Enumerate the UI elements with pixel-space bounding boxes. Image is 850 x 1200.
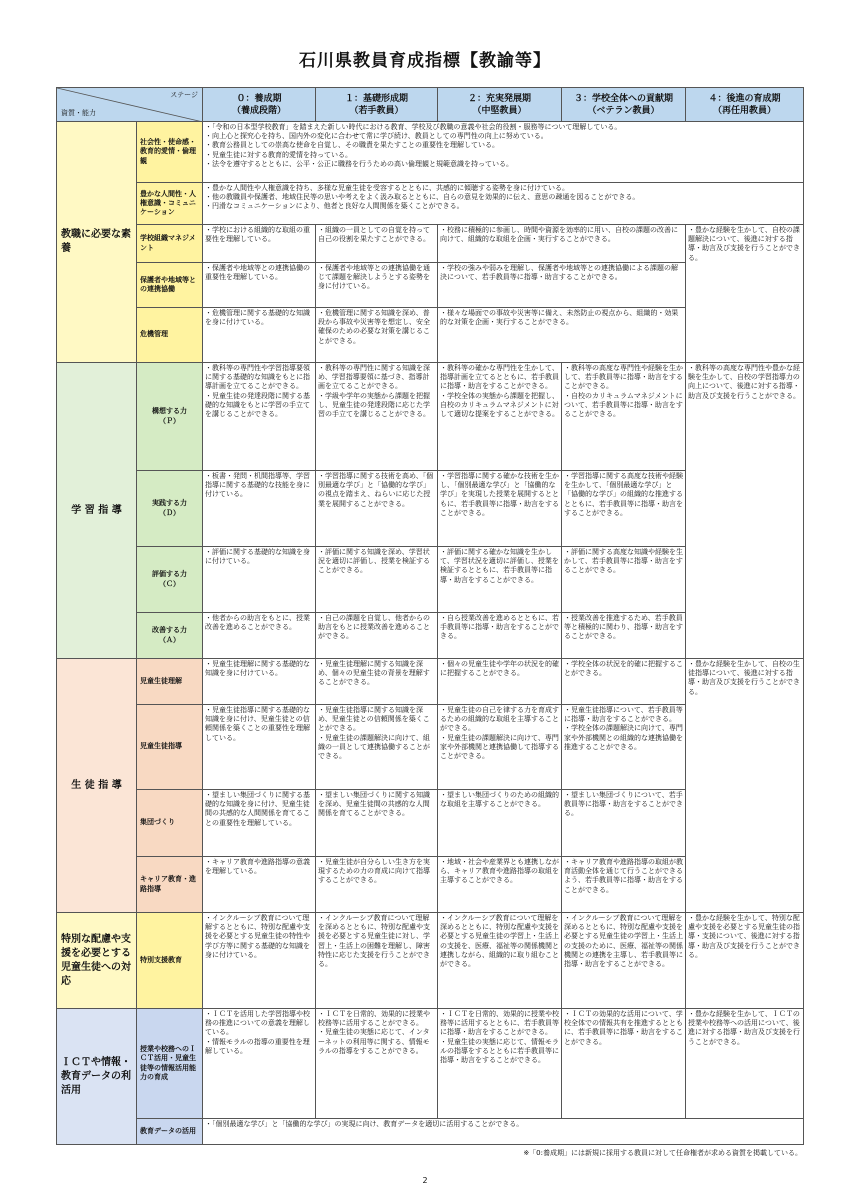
- content-cell: ・評価に関する基礎的な知識を身に付けている。: [203, 547, 316, 613]
- content-cell: ・児童生徒理解に関する基礎的な知識を身に付けている。: [203, 659, 316, 705]
- sub-label: 授業や校務へのＩＣＴ活用・児童生徒等の情報活用能力の育成: [137, 1009, 203, 1119]
- sub-label: 評価する力 （Ｃ）: [137, 547, 203, 613]
- content-cell: ・教科等の専門性や学習指導要領に関する基礎的な知識をもとに指導計画を立てることができる。 ・児童生徒の発達段階に関する基礎的な知識をもとに学習の手立てを講じることができる。: [203, 363, 316, 471]
- table-row: [57, 659, 804, 705]
- sub-label: 実践する力 （Ｄ）: [137, 471, 203, 547]
- content-cell: ・児童生徒の自己を律する力を育成するための組織的な取組を主導することができる。 ・児童生徒の課題解決に向けて、専門家や外部機関と連携協働して指導することができる。: [438, 705, 562, 790]
- sub-label: 集団づくり: [137, 790, 203, 857]
- sub-label: 特別支援教育: [137, 913, 203, 1009]
- content-cell: ・保護者や地域等との連携協働の重要性を理解している。: [203, 263, 316, 308]
- content-cell: ・インクルーシブ教育について理解を深めるとともに、特別な配慮や支援を必要とする児童生徒の学習上・生活上の支援のために、医療、福祉等の関係機関との連携を主導し、若手教員等に指導・助言をすることができる。: [562, 913, 686, 1009]
- table-row: [57, 913, 804, 1009]
- content-cell: ・キャリア教育や進路指導の取組が教育活動全体を通じて行うことができるよう、若手教員等に指導・助言をすることができる。: [562, 857, 686, 913]
- content-cell: ・児童生徒指導に関する知識を深め、児童生徒との信頼関係を築くことができる。 ・児童生徒の課題解決に向けて、組織の一員として連携協働することができる。: [316, 705, 438, 790]
- stage-header-1: １：基礎形成期 （若手教員）: [316, 88, 438, 122]
- content-cell: ・組織の一員としての自覚を持って自己の役割を果たすことができる。: [316, 225, 438, 263]
- content-cell: ・インクルーシブ教育について理解を深めるとともに、特別な配慮や支援を必要とする児童生徒に対し、学習上・生活上の困難を理解し、障害特性に応じた支援を行うことができる。: [316, 913, 438, 1009]
- sub-label: 保護者や地域等との連携協働: [137, 263, 203, 308]
- content-cell: ・保護者や地域等との連携協働を通じて課題を解決しようとする姿勢を身に付けている。: [316, 263, 438, 308]
- content-cell: ・自己の課題を自覚し、他者からの助言をもとに授業改善を進めることができる。: [316, 613, 438, 659]
- table-row: [57, 183, 804, 225]
- content-cell: ・望ましい集団づくりに関する基礎的な知識を身に付け、児童生徒間の共感的な人間関係を育てることの重要性を理解している。: [203, 790, 316, 857]
- content-cell: ・児童生徒理解に関する知識を深め、個々の児童生徒の背景を理解することができる。: [316, 659, 438, 705]
- content-cell: ・望ましい集団づくりのための組織的な取組を主導することができる。: [438, 790, 562, 857]
- content-cell: ・学校の強みや弱みを理解し、保護者や地域等との連携協働による課題の解決について、若手教員等に指導・助言することができる。: [438, 263, 686, 308]
- content-cell: ・個々の児童生徒や学年の状況を的確に把握することができる。: [438, 659, 562, 705]
- content-cell: ・評価に関する確かな知識を生かして、学習状況を適切に評価し、授業を検証するとともに、若手教員等に指導・助言をすることができる。: [438, 547, 562, 613]
- content-cell: ・インクルーシブ教育について理解するとともに、特別な配慮や支援を必要とする児童生徒の特性や学び方等に関する基礎的な知識を身に付けている。: [203, 913, 316, 1009]
- content-cell: ・授業改善を推進するため、若手教員等と積極的に関わり、指導・助言をすることができる。: [562, 613, 686, 659]
- capability-label: 資質・能力: [61, 108, 96, 117]
- content-cell: ・自ら授業改善を進めるとともに、若手教員等に指導・助言をすることができる。: [438, 613, 562, 659]
- content-cell: ・豊かな経験を生かして、特別な配慮や支援を必要とする児童生徒の指導・支援について、後進に対する指導・助言及び支援を行うことができる。: [686, 913, 804, 1009]
- content-cell: ・教科等の高度な専門性や経験を生かして、若手教員等に指導・助言をすることができる。 ・自校のカリキュラムマネジメントについて、若手教員等に指導・助言をすることができる。: [562, 363, 686, 471]
- stage-header-2: ２：充実発展期 （中堅教員）: [438, 88, 562, 122]
- sub-label: 危機管理: [137, 308, 203, 363]
- content-cell: ・望ましい集団づくりについて、若手教員等に指導・助言をすることができる。: [562, 790, 686, 857]
- content-cell: ・地域・社会や産業界とも連携しながら、キャリア教育や進路指導の取組を主導することができる。: [438, 857, 562, 913]
- content-cell: ・豊かな人間性や人権意識を持ち、多様な児童生徒を受容するとともに、共感的に傾聴する姿勢を身に付けている。 ・他の教職員や保護者、地域住民等の思いや考えをよく汲み取るとともに、自らの意見を効果的に伝え、意思の疎通を図ることができる。 ・円滑なコミュニケーションにより、他者と良好な人間関係を築くことができる。: [203, 183, 804, 225]
- header-corner: [57, 88, 203, 122]
- content-cell: ・他者からの助言をもとに、授業改善を進めることができる。: [203, 613, 316, 659]
- stage-header-4: ４：後進の育成期 （再任用教員）: [686, 88, 804, 122]
- content-cell: ・教科等の高度な専門性や豊かな経験を生かして、自校の学習指導力の向上について、後進に対する指導・助言及び支援を行うことができる。: [686, 363, 804, 659]
- content-cell: ・ＩＣＴの効果的な活用について、学校全体での情報共有を推進するとともに、若手教員等に指導・助言をすることができる。: [562, 1009, 686, 1119]
- header-row: [57, 88, 804, 122]
- content-cell: ・「個別最適な学び」と「協働的な学び」の実現に向け、教育データを適切に活用することができる。: [203, 1119, 804, 1145]
- sub-label: キャリア教育・進路指導: [137, 857, 203, 913]
- content-cell: ・教科等の専門性に関する知識を深め、学習指導要領に基づき、指導計画を立てることができる。 ・学級や学年の実態から課題を把握し、児童生徒の発達段階に応じた学習の手立てを講じることができる。: [316, 363, 438, 471]
- content-cell: ・教科等の確かな専門性を生かして、指導計画を立てるとともに、若手教員に指導・助言をすることができる。 ・学校全体の実態から課題を把握し、自校のカリキュラムマネジメントに対して適切な提案をすることができる。: [438, 363, 562, 471]
- content-cell: ・板書・発問・机間指導等、学習指導に関する基礎的な技能を身に付けている。: [203, 471, 316, 547]
- content-cell: ・児童生徒が自分らしい生き方を実現するための力の育成に向けて指導することができる。: [316, 857, 438, 913]
- content-cell: ・学習指導に関する確かな技術を生かし、「個別最適な学び」と「協働的な学び」を実現した授業を展開するとともに、若手教員等に指導・助言をすることができる。: [438, 471, 562, 547]
- sub-label: 豊かな人間性・人権意識・コミュニケーション: [137, 183, 203, 225]
- stage-label: ステージ: [170, 91, 198, 99]
- sub-label: 児童生徒理解: [137, 659, 203, 705]
- sub-label: 構想する力 （Ｐ）: [137, 363, 203, 471]
- table-row: [57, 225, 804, 263]
- indicator-table: [56, 87, 804, 1145]
- sub-label: 教育データの活用: [137, 1119, 203, 1145]
- content-cell: ・児童生徒指導に関する基礎的な知識を身に付け、児童生徒との信頼関係を築くことの重要性を理解している。: [203, 705, 316, 790]
- content-cell: ・児童生徒指導について、若手教員等に指導・助言をすることができる。 ・学校全体の課題解決に向けて、専門家や外部機関との組織的な連携協働を推進することができる。: [562, 705, 686, 790]
- category-cell: 学 習 指 導: [57, 363, 137, 659]
- table-row: [57, 122, 804, 183]
- category-cell: 特別な配慮や支援を必要とする児童生徒への対応: [57, 913, 137, 1009]
- category-cell: 生 徒 指 導: [57, 659, 137, 913]
- content-cell: ・校務に積極的に参画し、時間や資源を効率的に用い、自校の課題の改善に向けて、組織的な取組を企画・実行することができる。: [438, 225, 686, 263]
- content-cell: ・学習指導に関する高度な技術や経験を生かして、「個別最適な学び」と「協働的な学び」の組織的な推進するとともに、若手教員等に指導・助言をすることができる。: [562, 471, 686, 547]
- content-cell: ・評価に関する知識を深め、学習状況を適切に評価し、授業を検証することができる。: [316, 547, 438, 613]
- content-cell: ・豊かな経験を生かして、自校の課題解決について、後進に対する指導・助言及び支援を行うことができる。: [686, 225, 804, 363]
- table-row: [57, 1119, 804, 1145]
- category-cell: ＩＣＴや情報・教育データの利活用: [57, 1009, 137, 1145]
- content-cell: ・キャリア教育や進路指導の意義を理解している。: [203, 857, 316, 913]
- content-cell: ・望ましい集団づくりに関する知識を深め、児童生徒間の共感的な人間関係を育てることができる。: [316, 790, 438, 857]
- sub-label: 学校組織マネジメント: [137, 225, 203, 263]
- content-cell: ・危機管理に関する知識を深め、普段から事故や災害等を想定し、安全確保のための必要な対策を講じることができる。: [316, 308, 438, 363]
- content-cell: ・学習指導に関する技術を高め、「個別最適な学び」と「協働的な学び」の視点を踏まえ、ねらいに応じた授業を展開することができる。: [316, 471, 438, 547]
- content-cell: ・様々な場面での事故や災害等に備え、未然防止の視点から、組織的・効果的な対策を企画・実行することができる。: [438, 308, 686, 363]
- content-cell: ・豊かな経験を生かして、ＩＣＴの授業や校務等への活用について、後進に対する指導・助言及び支援を行うことができる。: [686, 1009, 804, 1119]
- sub-label: 児童生徒指導: [137, 705, 203, 790]
- content-cell: ・学校における組織的な取組の重要性を理解している。: [203, 225, 316, 263]
- footnote: ※「0:養成期」には新規に採用する教員に対して任命権者が求める資質を掲載している。: [523, 1149, 802, 1157]
- content-cell: ・ＩＣＴを活用した学習指導や校務の推進についての意義を理解している。 ・情報モラルの指導の重要性を理解している。: [203, 1009, 316, 1119]
- content-cell: ・ＩＣＴを日常的、効果的に授業や校務等に活用することができる。 ・児童生徒の実態に応じて、インターネットの利用等に関する、情報モラルの指導をすることができる。: [316, 1009, 438, 1119]
- stage-header-3: ３：学校全体への貢献期 （ベテラン教員）: [562, 88, 686, 122]
- sub-label: 改善する力 （Ａ）: [137, 613, 203, 659]
- page-number: 2: [422, 1176, 428, 1185]
- stage-header-0: ０：養成期 （養成段階）: [203, 88, 316, 122]
- table-row: [57, 1009, 804, 1119]
- sub-label: 社会性・使命感・教育的愛情・倫理観: [137, 122, 203, 183]
- content-cell: ・危機管理に関する基礎的な知識を身に付けている。: [203, 308, 316, 363]
- content-cell: ・豊かな経験を生かして、自校の生徒指導について、後進に対する指導・助言及び支援を行うことができる。: [686, 659, 804, 913]
- table-row: [57, 363, 804, 471]
- content-cell: ・「令和の日本型学校教育」を踏まえた新しい時代における教育、学校及び教職の意義や社会的役割・服務等について理解している。 ・向上心と探究心を持ち、国内外の変化に合わせて常に学び続け、教員としての専門性の向上に努めている。 ・教育公務員としての崇高な使命を自覚し、その職責を果たすことの重要性を理解している。 ・児童生徒に対する教育的愛情を持っている。 ・法令を遵守するとともに、公平・公正に職務を行うための高い倫理観と規範意識を持っている。: [203, 122, 804, 183]
- category-cell: 教職に必要な素養: [57, 122, 137, 363]
- page-title: 石川県教員育成指標【教諭等】: [299, 51, 551, 71]
- content-cell: ・学校全体の状況を的確に把握することができる。: [562, 659, 686, 705]
- content-cell: ・ＩＣＴを日常的、効果的に授業や校務等に活用するとともに、若手教員等に指導・助言をすることができる。 ・児童生徒の実態に応じて、情報モラルの指導をするとともに若手教員等に指導・助言をすることができる。: [438, 1009, 562, 1119]
- content-cell: ・評価に関する高度な知識や経験を生かして、若手教員等に指導・助言をすることができる。: [562, 547, 686, 613]
- content-cell: ・インクルーシブ教育について理解を深めるとともに、特別な配慮や支援を必要とする児童生徒の学習上・生活上の支援を、医療、福祉等の関係機関と連携しながら、組織的に取り組むことができる。: [438, 913, 562, 1009]
